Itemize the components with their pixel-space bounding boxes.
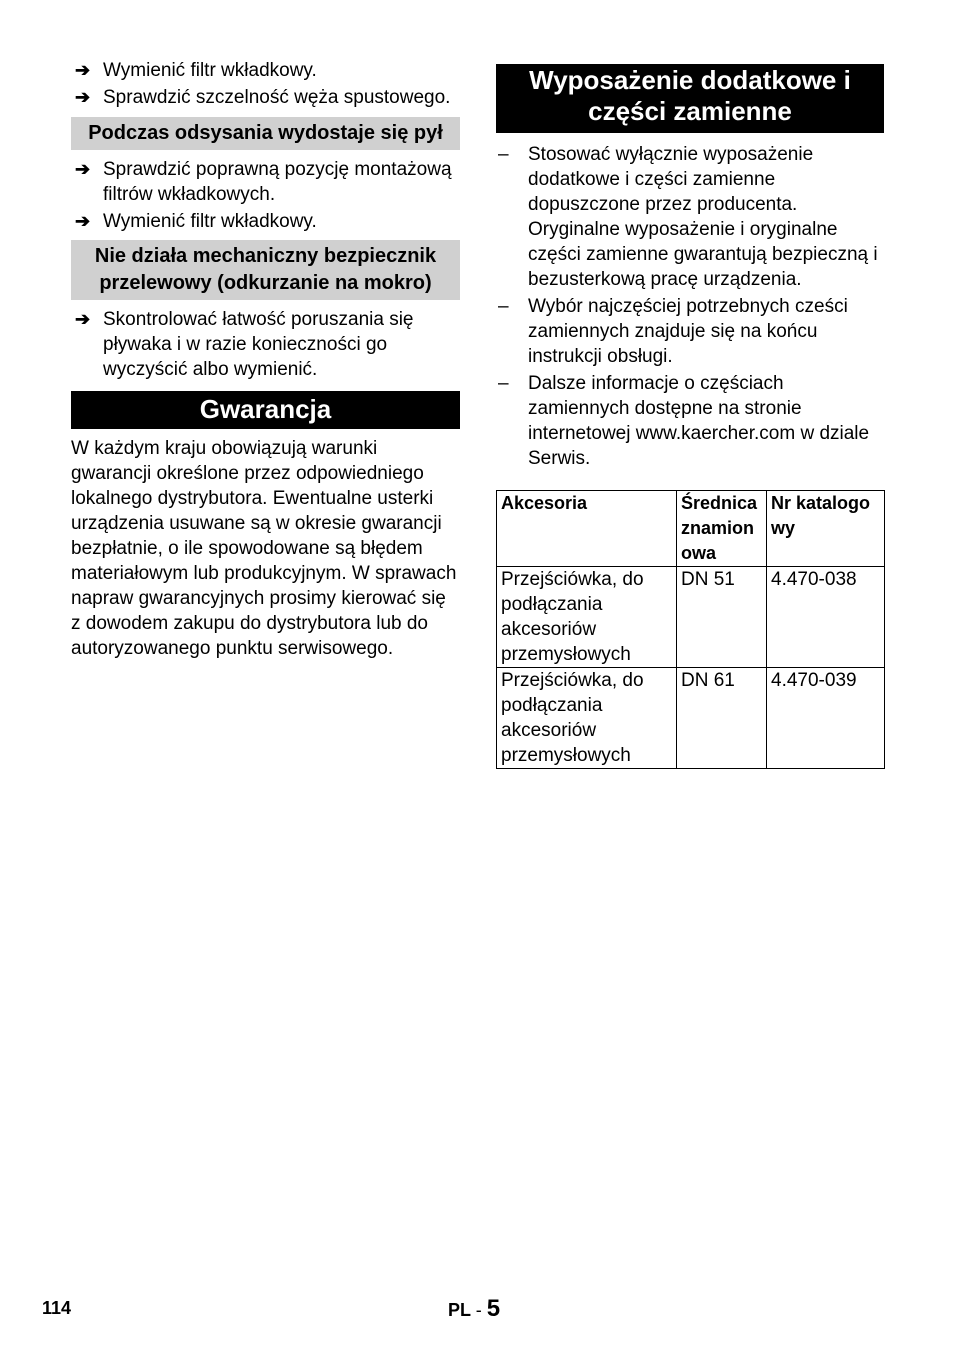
- table-cell: Przejściówka, do podłączania akcesoriów przemysłowych: [497, 668, 677, 769]
- page-number: 114: [42, 1298, 72, 1318]
- arrow-right-icon: ➔: [75, 211, 91, 231]
- dash-bullet: –: [498, 373, 509, 394]
- accessories-table: [496, 490, 885, 769]
- section-heading-dust: Podczas odsysania wydostaje się pył: [71, 117, 460, 150]
- table-cell: 4.470-039: [767, 668, 885, 769]
- section-indicator: [448, 1296, 500, 1323]
- dash-bullet: –: [498, 144, 509, 165]
- dash-bullet: –: [498, 296, 509, 317]
- section-number: 5: [486, 1295, 501, 1322]
- section-heading-float-switch: Nie działa mechaniczny bezpiecznik przelewowy (odkurzanie na mokro): [71, 240, 460, 300]
- list-item: – Stosować wyłącznie wyposażenie dodatkowe i części zamienne dopuszczone przez producenta. Oryginalne wyposażenie i oryginalne części zamienne gwarantują bezpieczną i bezusterkową pracę urządzenia.: [498, 144, 878, 290]
- arrow-right-icon: ➔: [75, 60, 91, 80]
- table-row: [497, 567, 885, 668]
- step-list-3: [71, 307, 460, 382]
- table-cell: DN 61: [677, 668, 767, 769]
- list-item: ➔ Sprawdzić szczelność węża spustowego.: [75, 87, 451, 108]
- arrow-right-icon: ➔: [75, 159, 91, 179]
- list-item: ➔ Wymienić filtr wkładkowy.: [75, 60, 317, 81]
- table-cell: Przejściówka, do podłączania akcesoriów przemysłowych: [497, 567, 677, 668]
- table-cell: DN 51: [677, 567, 767, 668]
- list-item: ➔ Sprawdzić poprawną pozycję montażową filtrów wkładkowych.: [75, 159, 452, 205]
- warranty-title: Gwarancja: [71, 391, 460, 429]
- list-item: – Wybór najczęściej potrzebnych cześci zamiennych znajduje się na końcu instrukcji obsługi.: [498, 296, 848, 367]
- left-column: [71, 0, 460, 661]
- accessories-title: Wyposażenie dodatkowe i części zamienne: [496, 64, 884, 133]
- step-list-1: [71, 58, 460, 110]
- step-list-2: [71, 157, 460, 234]
- right-column: [496, 0, 884, 769]
- separator: -: [475, 1300, 482, 1320]
- column-header: Akcesoria: [497, 491, 677, 567]
- arrow-right-icon: ➔: [75, 309, 91, 329]
- language-code: PL: [448, 1300, 471, 1320]
- table-cell: 4.470-038: [767, 567, 885, 668]
- column-header: Nr katalogowy: [767, 491, 885, 567]
- arrow-right-icon: ➔: [75, 87, 91, 107]
- table-header-row: [497, 491, 885, 567]
- table-row: [497, 668, 885, 769]
- warranty-text: W każdym kraju obowiązują warunki gwarancji określone przez odpowiedniego lokalnego dystrybutora. Ewentualne usterki urządzenia usuwane są w okresie gwarancji bezpłatnie, o ile spowodowane są błędem materiałowym lub produkcyjnym. W sprawach napraw gwarancyjnych prosimy kierować się z dowodem zakupu do dystrybutora lub do autoryzowanego punktu serwisowego.: [71, 438, 457, 659]
- column-header: Średnica znamionowa: [677, 491, 767, 567]
- list-item: – Dalsze informacje o częściach zamiennych dostępne na stronie internetowej www.kaercher.com w dziale Serwis.: [498, 373, 870, 469]
- list-item: ➔ Skontrolować łatwość poruszania się pływaka i w razie konieczności go wyczyścić albo wymienić.: [75, 309, 414, 380]
- accessories-info-list: [496, 142, 884, 471]
- list-item: ➔ Wymienić filtr wkładkowy.: [75, 211, 317, 232]
